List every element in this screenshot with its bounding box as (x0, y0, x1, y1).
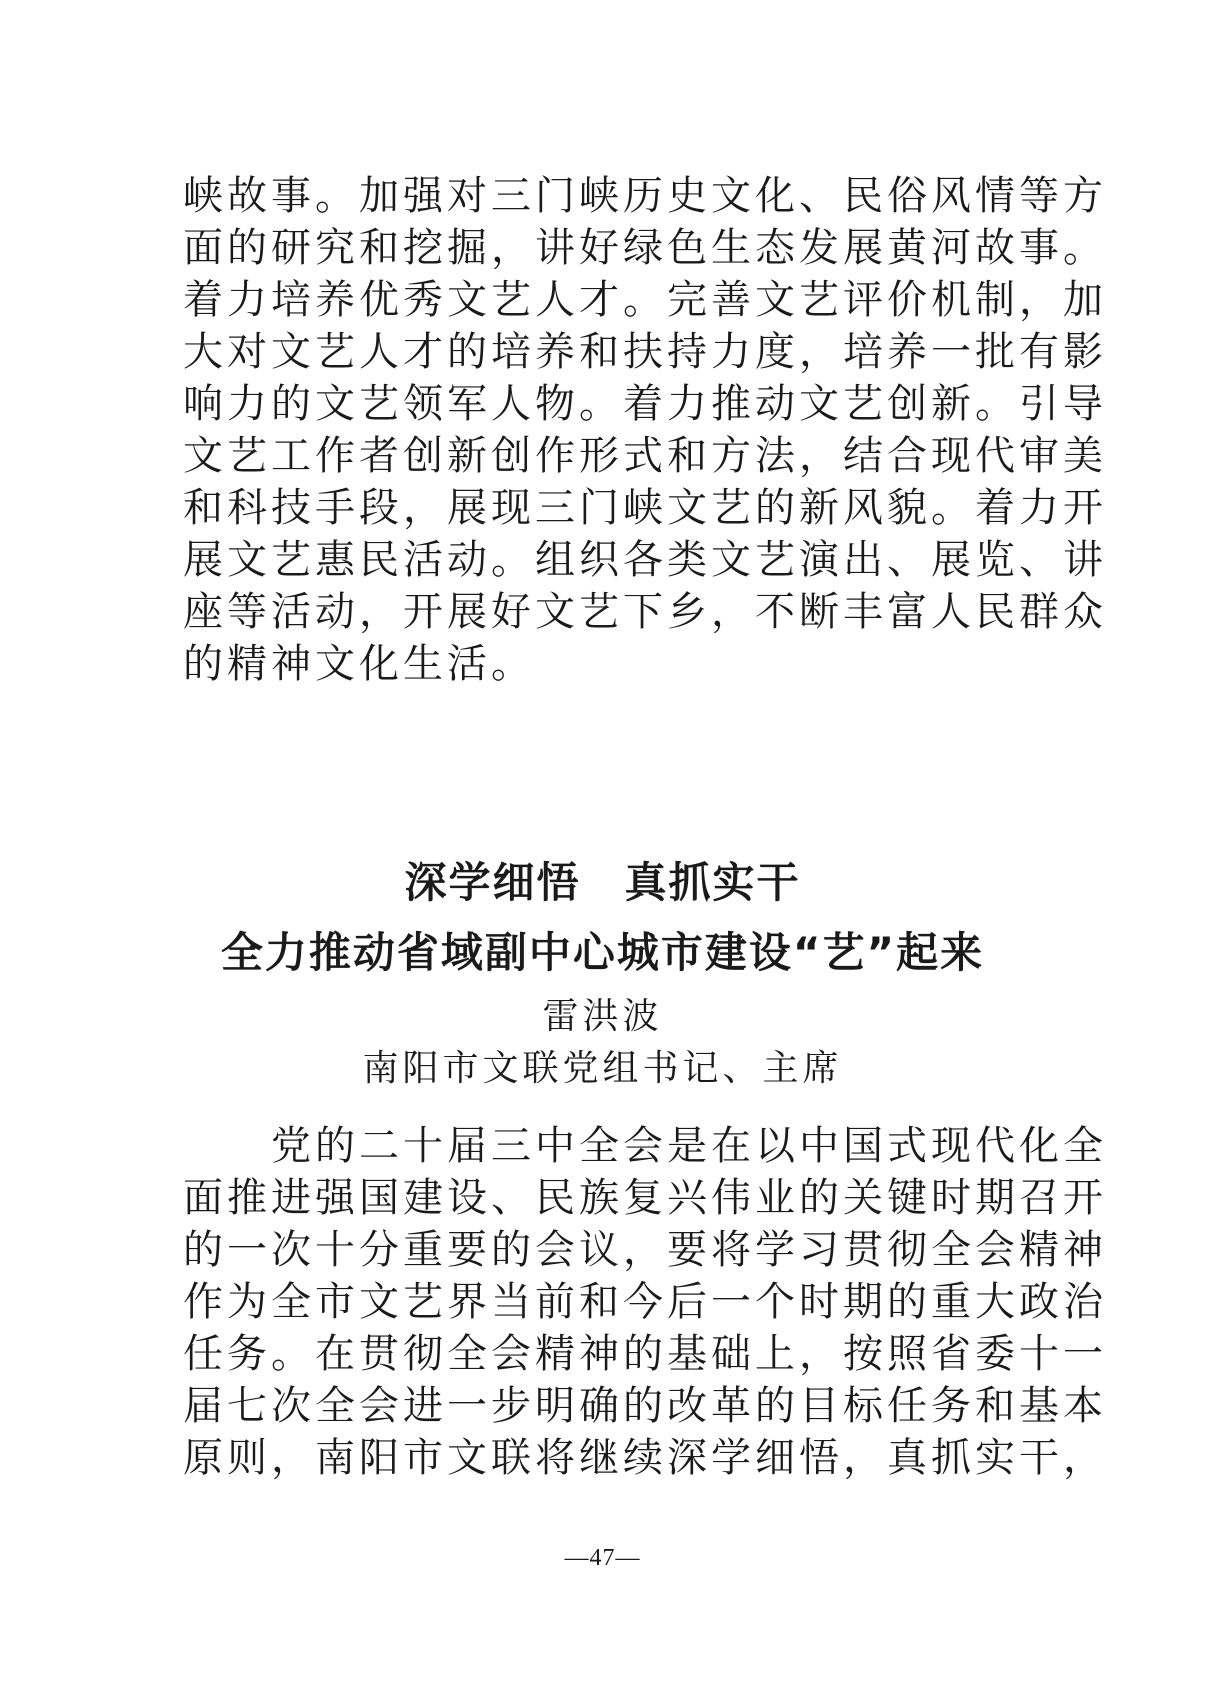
text-line: 峡故事。加强对三门峡历史文化、民俗风情等方 (183, 173, 1107, 219)
text-line: 的一次十分重要的会议，要将学习贯彻全会精神 (183, 1227, 1107, 1273)
previous-section-text (183, 170, 1107, 690)
text-line: 党的二十届三中全会是在以中国式现代化全 (271, 1123, 1107, 1169)
text-line: 届七次全会进一步明确的改革的目标任务和基本 (183, 1383, 1107, 1429)
author-name: 雷洪波 (542, 996, 663, 1037)
text-line: 文艺工作者创新创作形式和方法，结合现代审美 (183, 433, 1107, 479)
text-line: 响力的文艺领军人物。着力推动文艺创新。引导 (183, 381, 1107, 427)
text-line: 的精神文化生活。 (183, 641, 535, 687)
text-line: 和科技手段，展现三门峡文艺的新风貌。着力开 (183, 485, 1107, 531)
page-number: —47— (564, 1545, 641, 1571)
text-line: 任务。在贯彻全会精神的基础上，按照省委十一 (183, 1331, 1107, 1377)
text-line: 面的研究和挖掘，讲好绿色生态发展黄河故事。 (183, 225, 1107, 271)
text-line: 原则，南阳市文联将继续深学细悟，真抓实干， (183, 1435, 1107, 1481)
article-body-text (183, 1120, 1107, 1484)
paragraph-first-line (183, 1120, 1107, 1172)
text-line: 座等活动，开展好文艺下乡，不断丰富人民群众 (183, 589, 1107, 635)
text-line: 大对文艺人才的培养和扶持力度，培养一批有影 (183, 329, 1107, 375)
text-line: 着力培养优秀文艺人才。完善文艺评价机制，加 (183, 277, 1107, 323)
text-line: 展文艺惠民活动。组织各类文艺演出、展览、讲 (183, 537, 1107, 583)
article-title-line-2: 全力推动省域副中心城市建设“艺”起来 (220, 928, 985, 977)
article-title-line-1: 深学细悟 真抓实干 (404, 858, 801, 907)
text-line: 作为全市文艺界当前和今后一个时期的重大政治 (183, 1279, 1107, 1325)
author-role: 南阳市文联党组书记、主席 (362, 1048, 843, 1089)
text-line: 面推进强国建设、民族复兴伟业的关键时期召开 (183, 1175, 1107, 1221)
